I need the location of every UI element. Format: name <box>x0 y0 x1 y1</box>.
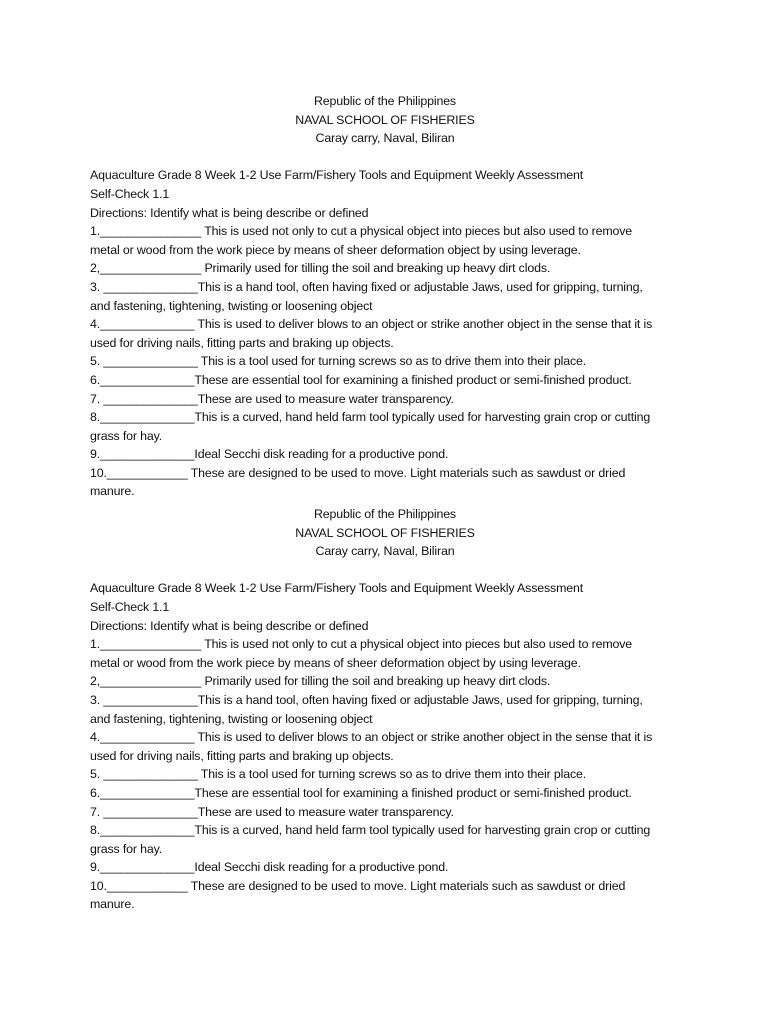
spacer <box>90 148 680 167</box>
question-line: 1._______________ This is used not only to cut a physical object into pieces but also used to remove <box>90 637 633 652</box>
header-school: NAVAL SCHOOL OF FISHERIES <box>295 525 475 540</box>
question-line: 9.______________Ideal Secchi disk reading for a productive pond. <box>90 860 449 875</box>
question-line: 8.______________This is a curved, hand held farm tool typically used for harvesting grain crop or cutting <box>90 823 651 838</box>
question-line: grass for hay. <box>90 428 163 443</box>
question-line: manure. <box>90 484 135 499</box>
assessment-block-1 <box>90 92 680 501</box>
question-line: and fastening, tightening, twisting or loosening object <box>90 711 373 726</box>
self-check-label: Self-Check 1.1 <box>90 599 170 614</box>
question-line: 7. ______________These are used to measure water transparency. <box>90 391 454 406</box>
question-line: 10.____________ These are designed to be used to move. Light materials such as sawdust or dried <box>90 878 626 893</box>
header-address: Caray carry, Naval, Biliran <box>315 544 455 559</box>
question-line: 4.______________ This is used to deliver blows to an object or strike another object in the sense that it is <box>90 317 653 332</box>
question-line: grass for hay. <box>90 841 163 856</box>
question-line: 5. ______________ This is a tool used for turning screws so as to drive them into their place. <box>90 767 587 782</box>
assessment-title: Aquaculture Grade 8 Week 1-2 Use Farm/Fishery Tools and Equipment Weekly Assessment <box>90 168 584 183</box>
self-check-label: Self-Check 1.1 <box>90 186 170 201</box>
question-line: 3. ______________This is a hand tool, often having fixed or adjustable Jaws, used for gripping, turning, <box>90 692 643 707</box>
assessment-title: Aquaculture Grade 8 Week 1-2 Use Farm/Fishery Tools and Equipment Weekly Assessment <box>90 581 584 596</box>
directions: Directions: Identify what is being describe or defined <box>90 205 369 220</box>
question-line: 8.______________This is a curved, hand held farm tool typically used for harvesting grain crop or cutting <box>90 410 651 425</box>
question-line: 2,_______________ Primarily used for tilling the soil and breaking up heavy dirt clods. <box>90 674 551 689</box>
question-line: 6.______________These are essential tool for examining a finished product or semi-finished product. <box>90 785 632 800</box>
question-line: 9.______________Ideal Secchi disk reading for a productive pond. <box>90 447 449 462</box>
question-line: 10.____________ These are designed to be used to move. Light materials such as sawdust or dried <box>90 465 626 480</box>
question-line: metal or wood from the work piece by means of sheer deformation object by using leverage. <box>90 655 581 670</box>
spacer <box>90 561 680 580</box>
question-line: 6.______________These are essential tool for examining a finished product or semi-finished product. <box>90 372 632 387</box>
question-line: 1._______________ This is used not only to cut a physical object into pieces but also used to remove <box>90 224 633 239</box>
header-republic: Republic of the Philippines <box>314 507 456 521</box>
header-school: NAVAL SCHOOL OF FISHERIES <box>295 112 475 127</box>
question-line: 3. ______________This is a hand tool, often having fixed or adjustable Jaws, used for gripping, turning, <box>90 279 643 294</box>
question-line: manure. <box>90 897 135 912</box>
question-line: 5. ______________ This is a tool used for turning screws so as to drive them into their place. <box>90 354 587 369</box>
header-address: Caray carry, Naval, Biliran <box>315 131 455 146</box>
assessment-block-2 <box>90 505 680 914</box>
question-line: metal or wood from the work piece by means of sheer deformation object by using leverage. <box>90 242 581 257</box>
header-republic: Republic of the Philippines <box>314 94 456 108</box>
question-line: used for driving nails, fitting parts and braking up objects. <box>90 748 394 763</box>
question-line: 4.______________ This is used to deliver blows to an object or strike another object in the sense that it is <box>90 730 653 745</box>
question-line: 7. ______________These are used to measure water transparency. <box>90 804 454 819</box>
question-line: 2,_______________ Primarily used for tilling the soil and breaking up heavy dirt clods. <box>90 261 551 276</box>
question-line: and fastening, tightening, twisting or loosening object <box>90 298 373 313</box>
directions: Directions: Identify what is being describe or defined <box>90 618 369 633</box>
question-line: used for driving nails, fitting parts and braking up objects. <box>90 335 394 350</box>
